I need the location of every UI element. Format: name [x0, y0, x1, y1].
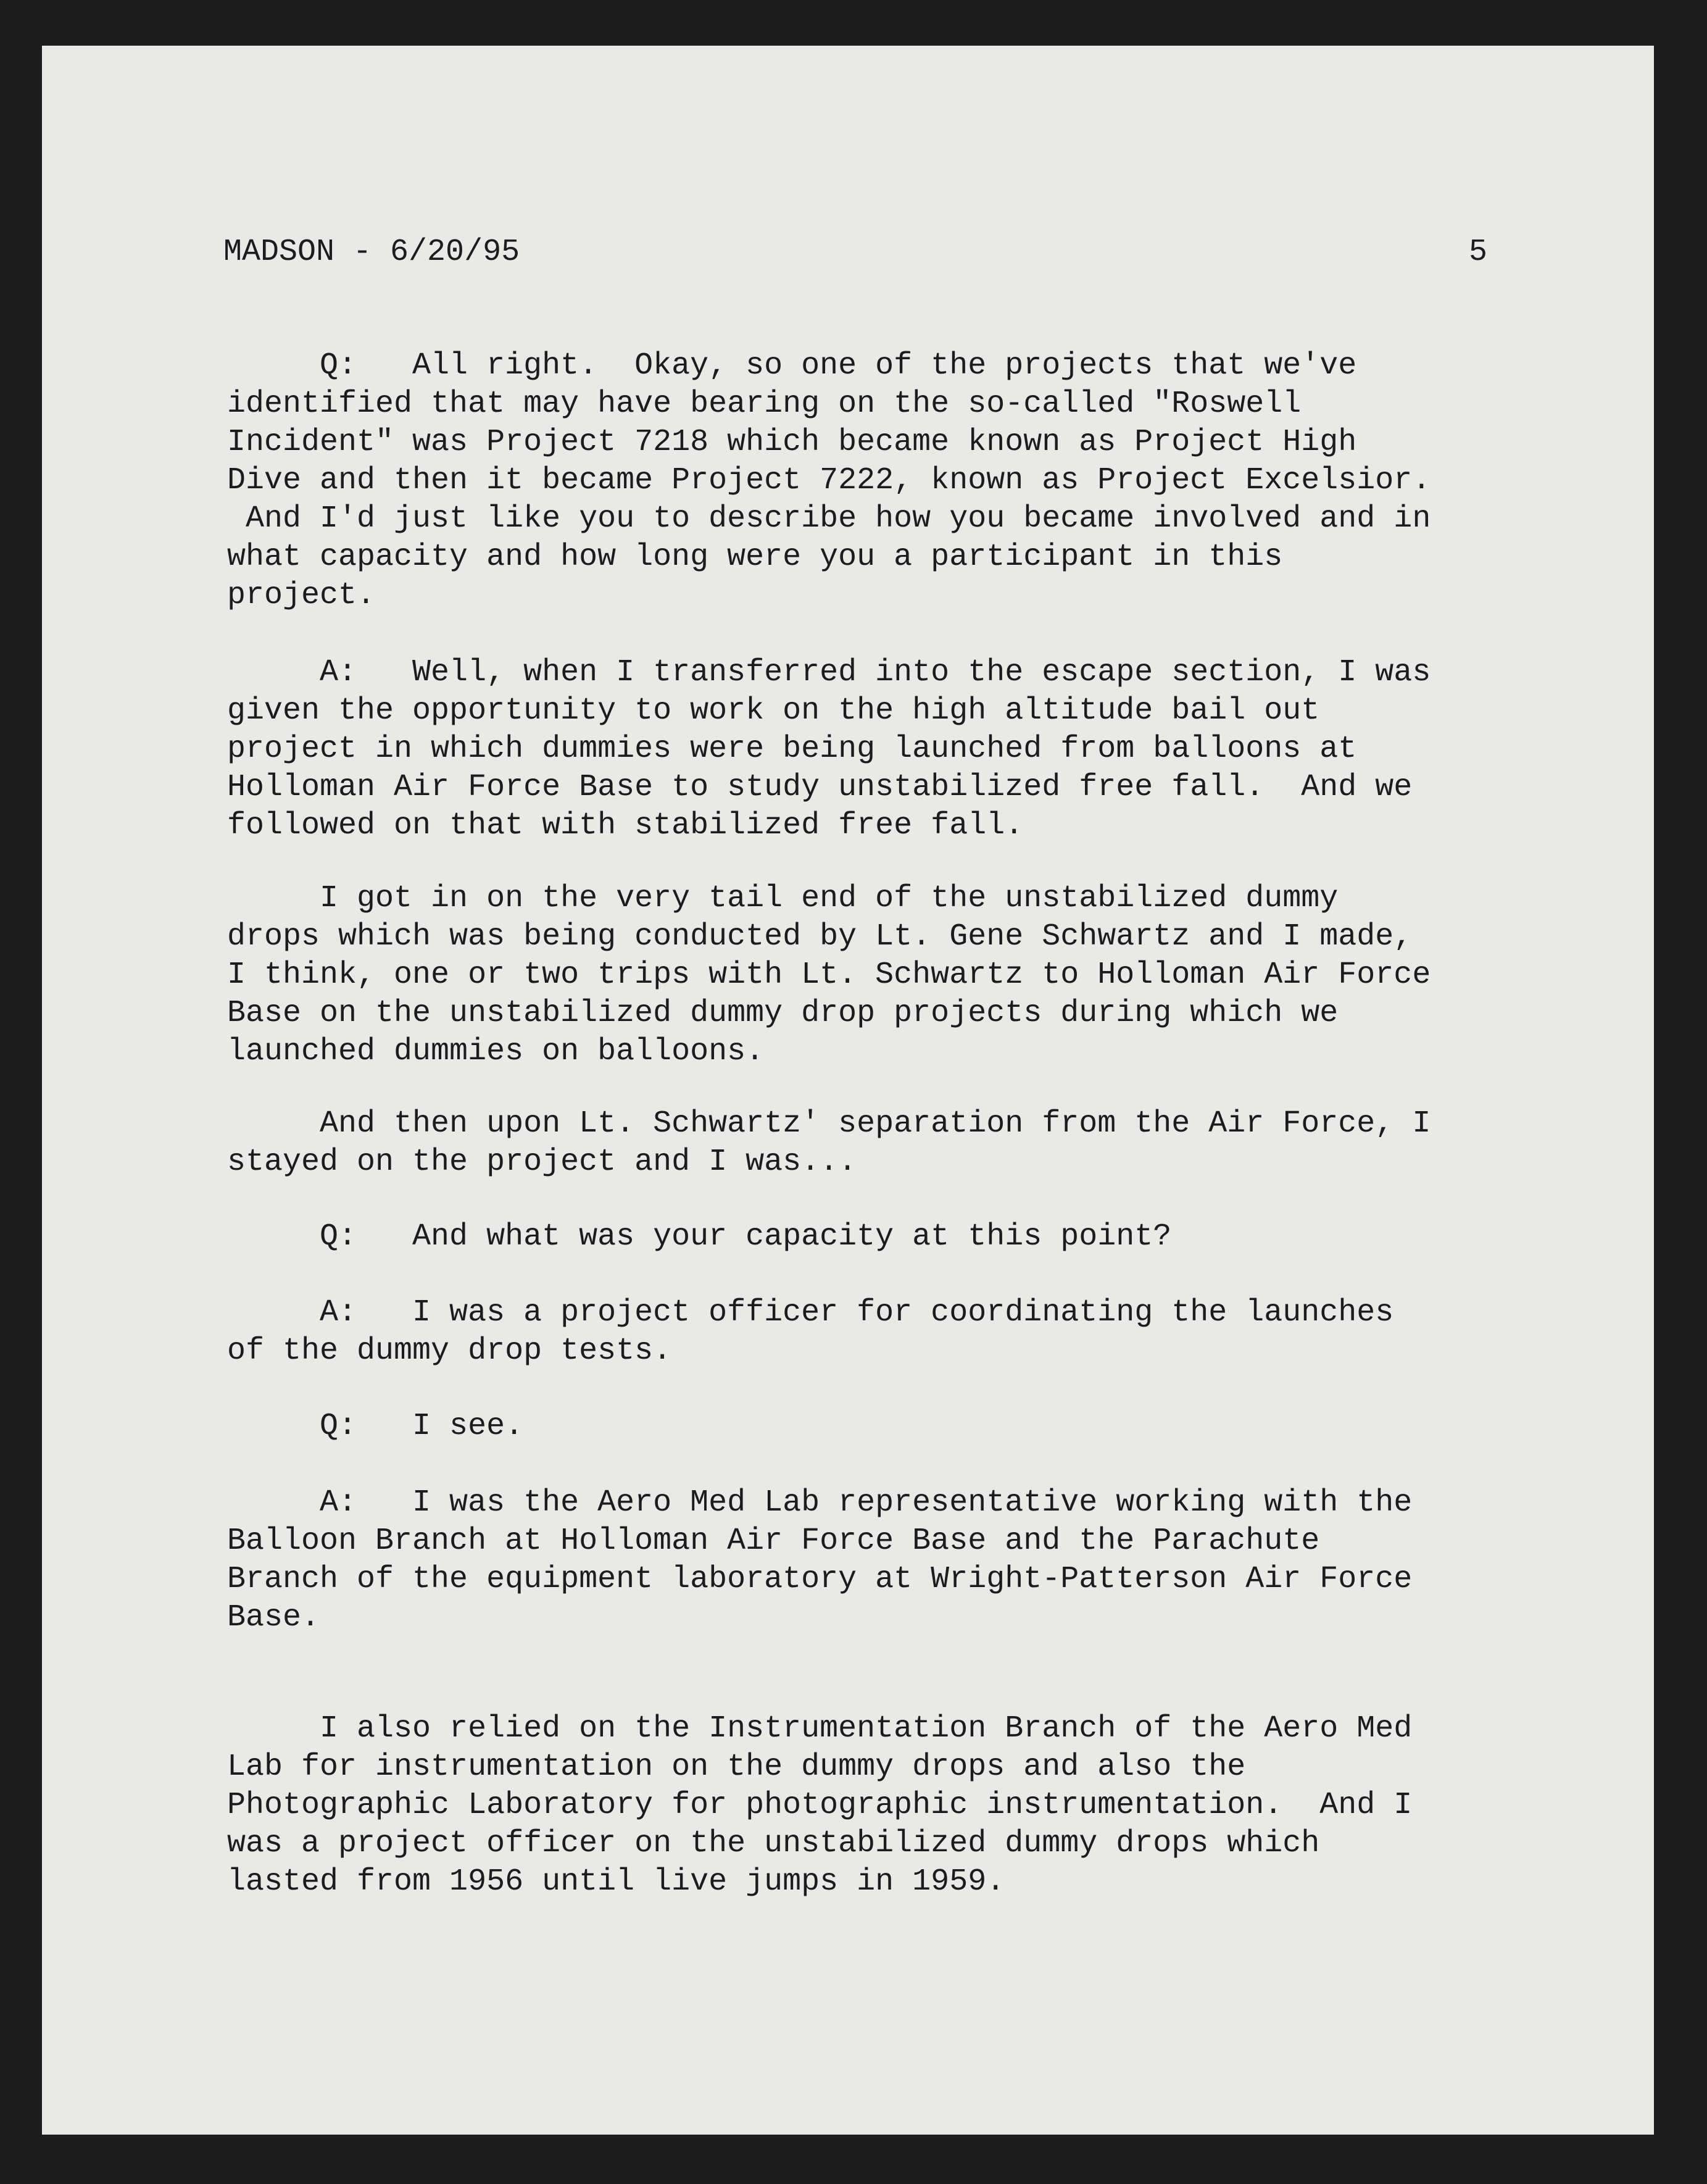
text-line: Incident" was Project 7218 which became known as Project High: [227, 425, 1357, 460]
text-line: what capacity and how long were you a participant in this: [227, 540, 1283, 575]
text-line: identified that may have bearing on the so-called "Roswell: [227, 386, 1302, 422]
text-line: was a project officer on the unstabilized dummy drops which: [227, 1826, 1320, 1861]
paragraph: [227, 1294, 1492, 1370]
page-header-title: MADSON - 6/20/95: [223, 235, 520, 270]
paragraph: [227, 880, 1492, 1071]
text-line: I think, one or two trips with Lt. Schwartz to Holloman Air Force: [227, 957, 1431, 993]
text-line: Dive and then it became Project 7222, known as Project Excelsior.: [227, 463, 1431, 498]
text-line: Photographic Laboratory for photographic instrumentation. And I: [227, 1788, 1413, 1823]
text-line: A: I was a project officer for coordinating the launches: [227, 1295, 1394, 1330]
paragraph: [227, 1407, 1492, 1446]
paragraph: [227, 347, 1492, 615]
text-line: project.: [227, 578, 376, 613]
paragraph: [227, 1105, 1492, 1182]
text-line: Base.: [227, 1600, 320, 1635]
text-line: of the dummy drop tests.: [227, 1333, 672, 1369]
document-page: [42, 46, 1654, 2135]
text-line: given the opportunity to work on the high altitude bail out: [227, 693, 1320, 728]
text-line: I also relied on the Instrumentation Branch of the Aero Med: [227, 1711, 1413, 1746]
text-line: Q: All right. Okay, so one of the projects that we've: [227, 348, 1357, 383]
paragraph: [227, 1218, 1492, 1256]
text-line: A: Well, when I transferred into the escape section, I was: [227, 655, 1431, 690]
text-line: lasted from 1956 until live jumps in 1959.: [227, 1864, 1005, 1899]
text-line: stayed on the project and I was...: [227, 1144, 857, 1180]
text-line: Balloon Branch at Holloman Air Force Base and the Parachute: [227, 1523, 1320, 1559]
text-line: Base on the unstabilized dummy drop projects during which we: [227, 996, 1339, 1031]
text-line: followed on that with stabilized free fall.: [227, 808, 1024, 843]
text-line: And I'd just like you to describe how you became involved and in: [227, 501, 1431, 536]
text-line: Branch of the equipment laboratory at Wright-Patterson Air Force: [227, 1562, 1413, 1597]
text-line: Lab for instrumentation on the dummy drops and also the: [227, 1749, 1246, 1785]
text-line: A: I was the Aero Med Lab representative working with the: [227, 1485, 1413, 1520]
text-line: drops which was being conducted by Lt. Gene Schwartz and I made,: [227, 919, 1413, 954]
text-line: I got in on the very tail end of the unstabilized dummy: [227, 881, 1339, 916]
text-line: And then upon Lt. Schwartz' separation from the Air Force, I: [227, 1106, 1431, 1141]
text-line: launched dummies on balloons.: [227, 1034, 765, 1069]
paragraph: [227, 1484, 1492, 1637]
text-line: Q: And what was your capacity at this point?: [227, 1219, 1172, 1254]
text-line: Holloman Air Force Base to study unstabilized free fall. And we: [227, 770, 1413, 805]
paragraph: [227, 654, 1492, 845]
text-line: Q: I see.: [227, 1409, 524, 1444]
page-number: 5: [1468, 235, 1487, 270]
text-line: project in which dummies were being launched from balloons at: [227, 731, 1357, 767]
paragraph: [227, 1710, 1492, 1901]
